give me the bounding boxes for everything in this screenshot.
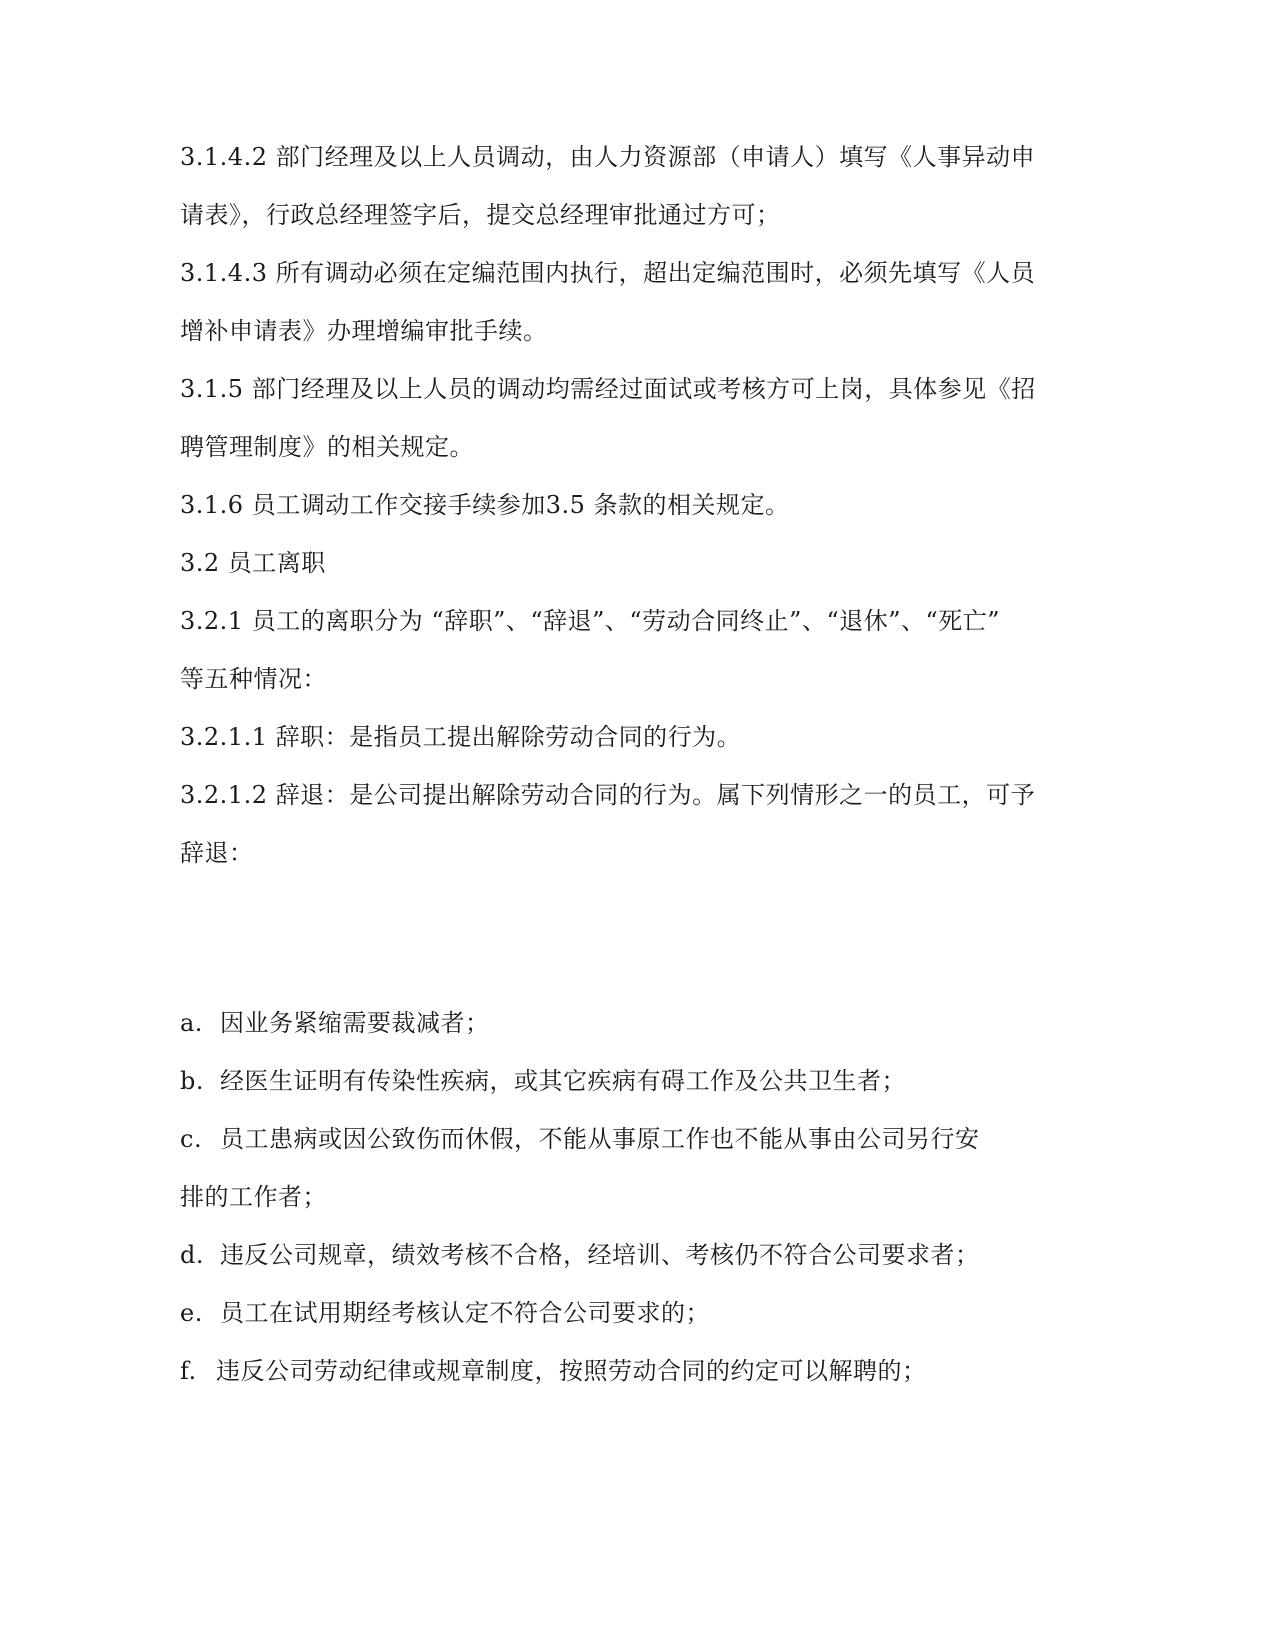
text-line-6: 聘管理制度》的相关规定。	[180, 433, 474, 461]
list-item	[180, 1356, 927, 1386]
text-line-4: 增补申请表》办理增编审批手续。	[180, 317, 548, 345]
list-item-letter: d.	[180, 1241, 204, 1269]
list-item-text: 违反公司劳动纪律或规章制度，按照劳动合同的约定可以解聘的；	[216, 1357, 927, 1385]
list-item	[180, 1298, 710, 1328]
text-line-13: 辞退：	[180, 839, 254, 867]
text-line-10: 等五种情况：	[180, 665, 327, 693]
list-item-letter: f.	[180, 1357, 197, 1385]
list-item	[180, 1066, 906, 1096]
text-line-7: 3.1.6 员工调动工作交接手续参加3.5 条款的相关规定。	[180, 491, 790, 519]
list-item	[180, 1008, 490, 1038]
list-item-text: 员工患病或因公致伤而休假，不能从事原工作也不能从事由公司另行安	[220, 1125, 980, 1153]
text-line-9: 3.2.1 员工的离职分为 “辞职”、“辞退”、“劳动合同终止”、“退休”、“死亡”	[180, 607, 1001, 635]
list-item-text: 排的工作者；	[180, 1183, 327, 1211]
list-item	[180, 1240, 980, 1270]
list-item-continuation	[180, 1182, 327, 1212]
list-item-letter: e.	[180, 1299, 203, 1327]
list-item-text: 因业务紧缩需要裁减者；	[220, 1009, 490, 1037]
text-line-3: 3.1.4.3 所有调动必须在定编范围内执行，超出定编范围时，必须先填写《人员	[180, 259, 1036, 287]
list-item-text: 经医生证明有传染性疾病，或其它疾病有碍工作及公共卫生者；	[220, 1067, 906, 1095]
text-line-5: 3.1.5 部门经理及以上人员的调动均需经过面试或考核方可上岗，具体参见《招	[180, 375, 1036, 403]
text-line-11: 3.2.1.1 辞职：是指员工提出解除劳动合同的行为。	[180, 723, 742, 751]
text-line-2: 请表》，行政总经理签字后，提交总经理审批通过方可；	[180, 201, 781, 229]
list-item-letter: c.	[180, 1125, 203, 1153]
list-item-text: 员工在试用期经考核认定不符合公司要求的；	[220, 1299, 710, 1327]
text-line-12: 3.2.1.2 辞退：是公司提出解除劳动合同的行为。属下列情形之一的员工，可予	[180, 781, 1036, 809]
section-heading: 3.2 员工离职	[180, 549, 326, 577]
list-item-letter: b.	[180, 1067, 204, 1095]
list-item-text: 违反公司规章，绩效考核不合格，经培训、考核仍不符合公司要求者；	[220, 1241, 980, 1269]
list-item	[180, 1124, 980, 1154]
list-item-letter: a.	[180, 1009, 203, 1037]
text-line-1: 3.1.4.2 部门经理及以上人员调动，由人力资源部（申请人）填写《人事异动申	[180, 143, 1036, 171]
